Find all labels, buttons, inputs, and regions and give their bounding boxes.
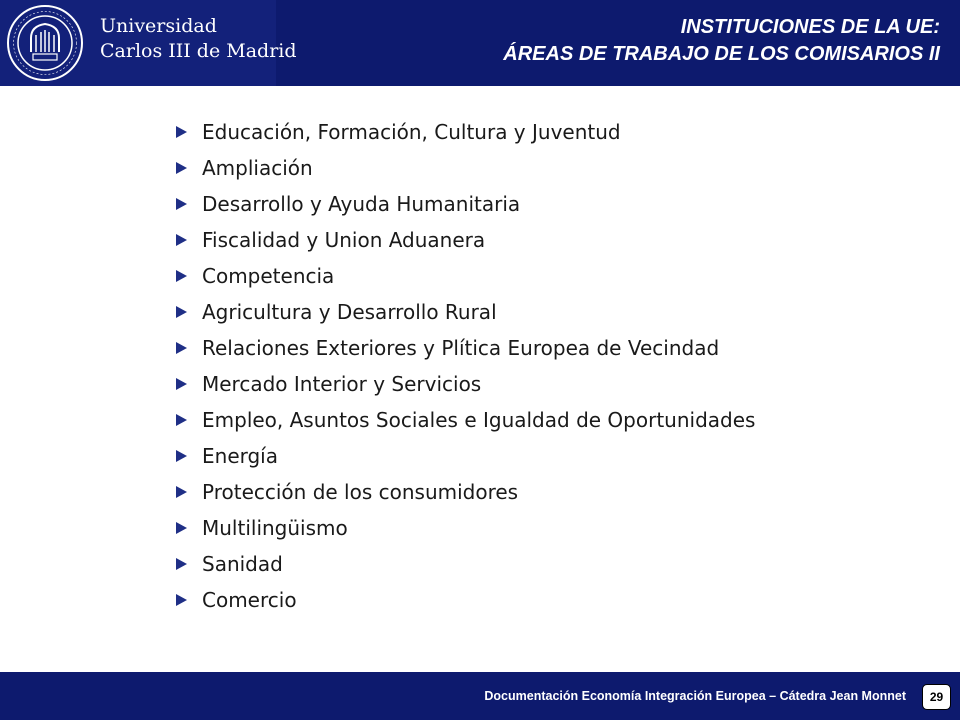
list-item-text: Fiscalidad y Union Aduanera bbox=[202, 228, 486, 252]
triangle-bullet-icon bbox=[176, 306, 187, 318]
list-item bbox=[176, 294, 916, 330]
list-item bbox=[176, 222, 916, 258]
triangle-bullet-icon bbox=[176, 270, 187, 282]
list-item-text: Mercado Interior y Servicios bbox=[202, 372, 482, 396]
commissioner-areas-list bbox=[176, 114, 916, 618]
slide-title-line1: INSTITUCIONES DE LA UE: bbox=[680, 16, 940, 38]
list-item-text: Energía bbox=[202, 444, 278, 468]
triangle-bullet-icon bbox=[176, 594, 187, 606]
list-item bbox=[176, 114, 916, 150]
list-item-text: Educación, Formación, Cultura y Juventud bbox=[202, 120, 621, 144]
triangle-bullet-icon bbox=[176, 558, 187, 570]
list-item-text: Empleo, Asuntos Sociales e Igualdad de Oportunidades bbox=[202, 408, 756, 432]
list-item bbox=[176, 258, 916, 294]
triangle-bullet-icon bbox=[176, 522, 187, 534]
list-item bbox=[176, 330, 916, 366]
university-logo-block bbox=[0, 0, 297, 86]
triangle-bullet-icon bbox=[176, 414, 187, 426]
list-item-text: Competencia bbox=[202, 264, 335, 288]
triangle-bullet-icon bbox=[176, 126, 187, 138]
triangle-bullet-icon bbox=[176, 378, 187, 390]
university-name-line1: Universidad bbox=[100, 15, 217, 37]
triangle-bullet-icon bbox=[176, 198, 187, 210]
slide-title bbox=[300, 14, 940, 68]
slide-title-line2: ÁREAS DE TRABAJO DE LOS COMISARIOS II bbox=[503, 43, 940, 65]
list-item-text: Protección de los consumidores bbox=[202, 480, 519, 504]
triangle-bullet-icon bbox=[176, 162, 187, 174]
list-item bbox=[176, 186, 916, 222]
slide-content bbox=[176, 114, 916, 618]
footer-text: Documentación Economía Integración Europea – Cátedra Jean Monnet bbox=[484, 689, 906, 703]
triangle-bullet-icon bbox=[176, 486, 187, 498]
list-item bbox=[176, 150, 916, 186]
list-item-text: Sanidad bbox=[202, 552, 283, 576]
list-item-text: Ampliación bbox=[202, 156, 313, 180]
list-item bbox=[176, 510, 916, 546]
list-item bbox=[176, 582, 916, 618]
university-name-line2: Carlos III de Madrid bbox=[100, 40, 297, 62]
university-name bbox=[100, 14, 297, 64]
list-item-text: Agricultura y Desarrollo Rural bbox=[202, 300, 497, 324]
footer-bar bbox=[0, 672, 960, 720]
list-item bbox=[176, 546, 916, 582]
list-item bbox=[176, 474, 916, 510]
triangle-bullet-icon bbox=[176, 342, 187, 354]
list-item-text: Multilingüismo bbox=[202, 516, 348, 540]
list-item-text: Relaciones Exteriores y Plítica Europea de Vecindad bbox=[202, 336, 720, 360]
triangle-bullet-icon bbox=[176, 234, 187, 246]
list-item-text: Comercio bbox=[202, 588, 297, 612]
list-item-text: Desarrollo y Ayuda Humanitaria bbox=[202, 192, 521, 216]
list-item bbox=[176, 438, 916, 474]
header-bar bbox=[0, 0, 960, 86]
list-item bbox=[176, 366, 916, 402]
list-item bbox=[176, 402, 916, 438]
university-seal-icon bbox=[6, 4, 84, 82]
triangle-bullet-icon bbox=[176, 450, 187, 462]
page-number-badge: 29 bbox=[922, 684, 951, 710]
